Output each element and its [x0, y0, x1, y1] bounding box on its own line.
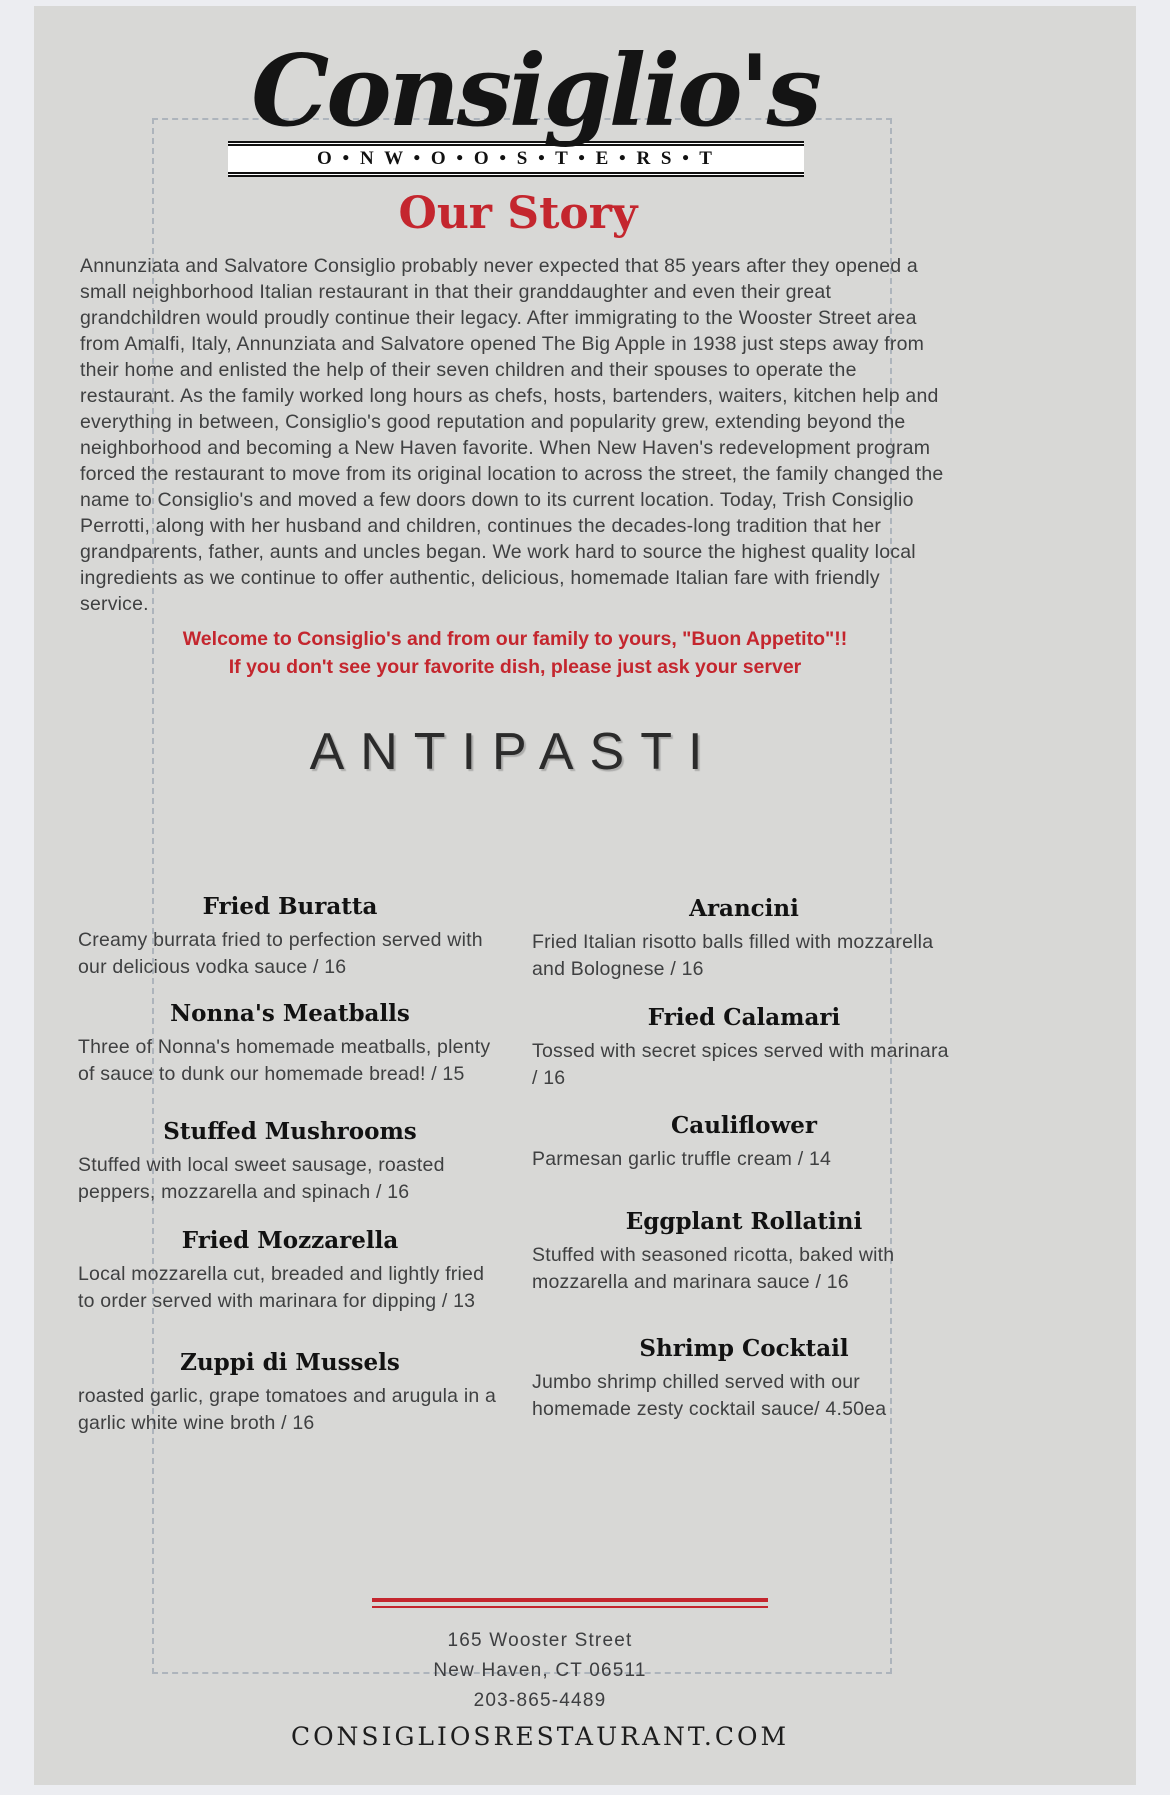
- dish-description: Tossed with secret spices served with marinara / 16: [532, 1040, 949, 1089]
- dish-description: Stuffed with seasoned ricotta, baked with mozzarella and marinara sauce / 16: [532, 1244, 895, 1293]
- welcome-line-2: If you don't see your favorite dish, please just ask your server: [228, 656, 802, 678]
- dish-description: roasted garlic, grape tomatoes and arugula in a garlic white wine broth / 16: [78, 1385, 497, 1434]
- footer-address: [300, 1626, 780, 1716]
- dish-name: Eggplant Rollatini: [625, 1208, 863, 1235]
- dish-name: Fried Mozzarella: [181, 1227, 399, 1254]
- dish-description: Jumbo shrimp chilled served with our homemade zesty cocktail sauce/ 4.50ea: [532, 1371, 887, 1420]
- footer-divider-line: [372, 1598, 768, 1608]
- our-story-heading: Our Story: [398, 188, 638, 239]
- dish-name: Arancini: [689, 895, 799, 922]
- dish-description: Three of Nonna's homemade meatballs, plenty of sauce to dunk our homemade bread! / 15: [78, 1036, 491, 1085]
- dish-name: Stuffed Mushrooms: [163, 1118, 417, 1145]
- menu-item-fried-mozzarella: [78, 1227, 502, 1315]
- restaurant-logo: Consiglio's: [251, 34, 819, 149]
- menu-item-stuffed-mushrooms: [78, 1118, 502, 1206]
- menu-item-cauliflower: [532, 1112, 956, 1173]
- logo-banner-strip: O • N W • O • O • S • T • E • R S • T: [228, 141, 804, 177]
- menu-item-arancini: [532, 895, 956, 983]
- dish-name: Shrimp Cocktail: [639, 1335, 849, 1362]
- menu-item-fried-buratta: [78, 893, 502, 981]
- dish-description: Parmesan garlic truffle cream / 14: [532, 1148, 832, 1170]
- welcome-note: [60, 625, 970, 681]
- menu-item-nonnas-meatballs: [78, 1000, 502, 1088]
- menu-item-eggplant-rollatini: [532, 1208, 956, 1296]
- dish-description: Local mozzarella cut, breaded and lightly fried to order served with marinara for dipping / 13: [78, 1263, 485, 1312]
- antipasti-section-heading: ANTIPASTI: [309, 723, 719, 781]
- menu-item-zuppi-di-mussels: [78, 1349, 502, 1437]
- dish-description: Fried Italian risotto balls filled with mozzarella and Bolognese / 16: [532, 931, 934, 980]
- website-url: CONSIGLIOSRESTAURANT.COM: [290, 1722, 790, 1751]
- dish-description: Stuffed with local sweet sausage, roasted peppers, mozzarella and spinach / 16: [78, 1154, 445, 1203]
- story-paragraph: Annunziata and Salvatore Consiglio probably never expected that 85 years after they opened a small neighborhood Italian restaurant in that their granddaughter and even their great grandchildren would proudly continue their legacy. After immigrating to the Wooster Street area from Amalfi, Italy, Annunziata and Salvatore opened The Big Apple in 1938 just steps away from their home and enlisted the help of their seven children and their spouses to operate the restaurant. As the family worked long hours as chefs, hosts, bartenders, waiters, kitchen help and everything in between, Consiglio's good reputation and popularity grew, extending beyond the neighborhood and becoming a New Haven favorite. When New Haven's redevelopment program forced the restaurant to move from its original location to across the street, the family changed the name to Consiglio's and moved a few doors down to its current location. Today, Trish Consiglio Perrotti, along with her husband and children, continues the decades-long tradition that her grandparents, father, aunts and uncles began. We work hard to source the highest quality local ingredients as we continue to offer authentic, delicious, homemade Italian fare with friendly service.: [80, 255, 944, 615]
- dish-name: Cauliflower: [670, 1112, 818, 1139]
- welcome-line-1: Welcome to Consiglio's and from our family to yours, "Buon Appetito"!!: [182, 628, 848, 650]
- dish-name: Zuppi di Mussels: [180, 1349, 400, 1376]
- dish-description: Creamy burrata fried to perfection served with our delicious vodka sauce / 16: [78, 929, 483, 978]
- menu-item-fried-calamari: [532, 1004, 956, 1092]
- dish-name: Nonna's Meatballs: [170, 1000, 410, 1027]
- menu-item-shrimp-cocktail: [532, 1335, 956, 1423]
- address-street: 165 Wooster Street: [447, 1630, 633, 1651]
- dish-name: Fried Buratta: [202, 893, 378, 920]
- address-city: New Haven, CT 06511: [433, 1660, 647, 1681]
- phone-number: 203-865-4489: [473, 1690, 607, 1711]
- dish-name: Fried Calamari: [647, 1004, 841, 1031]
